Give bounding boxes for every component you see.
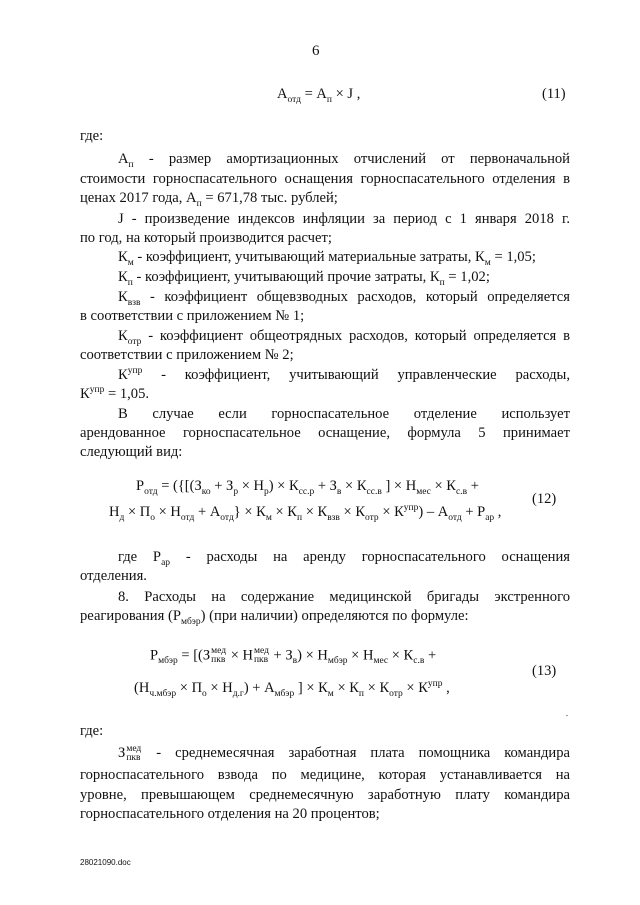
def-an-line1: [118, 150, 570, 169]
def-kp-value: = 1,02;: [448, 269, 490, 285]
def-kupr-line2-sup: упр: [89, 385, 105, 396]
where-rar-start: где Р: [118, 549, 162, 565]
where-rar-line1: [118, 548, 570, 567]
scan-speck: [566, 715, 568, 716]
def-j-line2: по год, на который производится расчет;: [80, 230, 332, 246]
def-an-symbol-sub: п: [128, 159, 134, 170]
def-an-text1: размер амортизационных отчислений от первоначальной: [168, 151, 570, 167]
def-an-text3-sub: п: [196, 198, 202, 209]
footer-filename: 28021090.doc: [80, 858, 131, 867]
def-kp-text-sub: п: [439, 277, 445, 288]
def-kvzv-symbol: К: [118, 289, 128, 305]
formula-11-rhs-a-sub: п: [326, 94, 332, 105]
def-kupr-symbol-sup: упр: [127, 366, 143, 377]
def-zpkv-sup: мед: [126, 743, 142, 754]
formula-12-line2: $Н_д \times П_о \times Н_{отд} + А_{отд}\} \times К_м \times К_п \times К_{взв} \times К_{отр} \times К^{упр}) - А_{отд} + Р_{ар}$ ,: [109, 503, 502, 523]
def-kotr-symbol-sub: отр: [127, 336, 142, 347]
def-kupr-line2-value: = 1,05.: [107, 386, 150, 402]
formula-11: $А_{отд} = А_п \times J$ ,: [277, 86, 361, 105]
formula-11-number: (11): [542, 86, 566, 102]
def-km: [118, 248, 536, 267]
def-km-symbol: К: [118, 249, 128, 265]
def-kvzv-symbol-sub: взв: [127, 297, 141, 308]
formula-12-number: (12): [532, 491, 557, 507]
def-kp-symbol: К: [118, 269, 128, 285]
def-zpkv-line4: горноспасательного отделения на 20 процентов;: [80, 806, 380, 822]
def-j-line1: J - произведение индексов инфляции за период с 1 января 2018 г.: [118, 211, 570, 227]
formula-12-line1: $Р_{отд} = (\{[(З_{ко} + З_р \times Н_р) \times К_{сс.р} + З_в \times К_{сс.в}$ ] × $Н_{мес} \times К_{с.в}$ +: [136, 478, 479, 497]
def-an-symbol: А: [118, 151, 129, 167]
where2-label: где:: [80, 723, 104, 739]
def-kotr-line1: [118, 327, 570, 346]
def-kvzv-line2: в соответствии с приложением № 1;: [80, 308, 305, 324]
def-zpkv-symbol: З: [118, 745, 126, 761]
formula-13-line2: $(Н_{ч.мбэр} \times П_о \times Н_{д.г}) + А_{мбэр}$ ] × $К_м \times К_п \times К_{отр} \times К^{упр}$ ,: [134, 679, 450, 699]
def-kupr-text: - коэффициент, учитывающий управленческие расходы,: [161, 367, 570, 383]
def-kupr-line1: [118, 366, 570, 385]
def-kvzv-line1: [118, 288, 570, 307]
para-rent-line1: В случае если горноспасательное отделение использует: [118, 406, 570, 422]
def-zpkv-indices: [126, 745, 141, 763]
def-kvzv-text: - коэффициент общевзводных расходов, который определяется: [149, 289, 570, 305]
def-an-text3: ценах 2017 года, А: [80, 190, 197, 206]
def-km-value: = 1,05;: [494, 249, 536, 265]
def-kotr-line2: соответствии с приложением № 2;: [80, 347, 294, 363]
def-kupr-line2: [80, 385, 149, 404]
def-kotr-symbol: К: [118, 328, 128, 344]
formula-13-line1: $Р_{мбэр} = [(З$ мед пкв × Н мед пкв + $З_в) \times Н_{мбэр} \times Н_{мес} \times К_{с.в}$ +: [150, 646, 437, 667]
where-rar-rest: - расходы на аренду горноспасательного оснащения: [185, 549, 571, 565]
formula-11-rhs-a: А: [316, 86, 327, 102]
formula-11-lhs-sub: отд: [287, 94, 301, 105]
para-rent-line2: арендованное горноспасательное оснащение, формула 5 принимает: [80, 425, 570, 441]
where-rar-sub: ар: [161, 557, 171, 568]
formula-11-rhs-rest: × J ,: [335, 86, 361, 102]
def-km-symbol-sub: м: [127, 257, 134, 268]
def-zpkv-line2: горноспасательного взвода по медицине, которая устанавливается на: [80, 767, 570, 783]
def-zpkv-line1: [118, 744, 570, 763]
para8-line2: реагирования $(Р_{мбэр})$ (при наличии) определяются по формуле:: [80, 608, 469, 627]
def-zpkv-sub: пкв: [126, 752, 141, 763]
para-rent-line3: следующий вид:: [80, 444, 183, 460]
formula-11-lhs: А: [277, 86, 288, 102]
def-an-line2: стоимости горноспасательного оснащения горноспасательного отделения в: [80, 171, 570, 187]
where-rar-line2: отделения.: [80, 568, 147, 584]
def-zpkv-text1: - среднемесячная заработная плата помощника командира: [156, 745, 570, 761]
def-km-text-sub: м: [484, 257, 491, 268]
def-kp: [118, 268, 490, 287]
def-km-text: - коэффициент, учитывающий материальные затраты, К: [137, 249, 485, 265]
def-an-line3: [80, 189, 338, 208]
para8-line1: 8. Расходы на содержание медицинской бригады экстренного: [118, 589, 570, 605]
def-an-dash: -: [148, 151, 154, 167]
def-an-value: = 671,78 тыс. рублей;: [205, 190, 338, 206]
formula-13-number: (13): [532, 663, 557, 679]
def-kupr-line2-symbol: К: [80, 386, 90, 402]
def-kupr-symbol: К: [118, 367, 128, 383]
where-label: где:: [80, 128, 104, 144]
def-zpkv-line3: уровне, превышающем среднемесячную заработную плату командира: [80, 787, 570, 803]
def-kp-text: - коэффициент, учитывающий прочие затраты, К: [136, 269, 440, 285]
def-kp-symbol-sub: п: [127, 277, 133, 288]
def-kotr-text: - коэффициент общеотрядных расходов, который определяется в: [148, 328, 570, 344]
page-number: 6: [312, 43, 320, 59]
